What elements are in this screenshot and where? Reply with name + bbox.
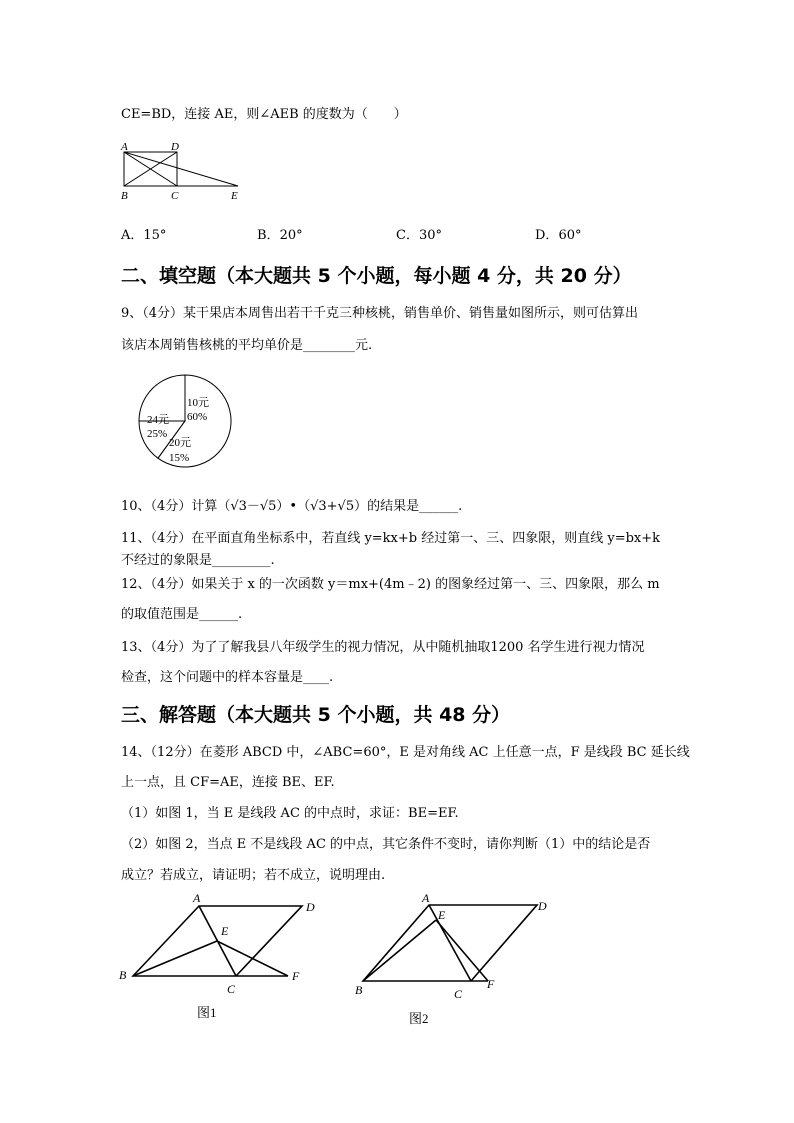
- q10-text: 10、（4分）计算（√3－√5）•（√3+√5）的结果是______.: [121, 499, 463, 514]
- label-e: E: [231, 190, 238, 202]
- fig1-label-f: F: [292, 969, 300, 983]
- pie-label-price-24: 24元: [147, 414, 169, 426]
- diagonal-ac-fig2: [429, 905, 471, 981]
- fig1-caption: 图1: [197, 1005, 217, 1020]
- q13-line-1: 13、（4分）为了了解我县八年级学生的视力情况，从中随机抽取1200 名学生进行视力情况: [121, 640, 645, 655]
- option-letter: A．: [121, 228, 144, 243]
- fig2-label-f: F: [487, 977, 495, 991]
- fig1-label-b: B: [119, 968, 127, 982]
- pie-label-price-10: 10元: [187, 397, 209, 409]
- q14-line-2: 上一点，且 CF=AE，连接 BE、EF.: [121, 775, 335, 790]
- section-3-title: 三、解答题（本大题共 5 个小题，共 48 分）: [121, 704, 511, 726]
- q9-line-2: 该店本周销售核桃的平均单价是________元.: [121, 338, 373, 353]
- label-d: D: [171, 141, 179, 153]
- option-letter: C．: [396, 228, 419, 243]
- q13-line-2: 检查，这个问题中的样本容量是____.: [121, 670, 334, 685]
- q12-line-2: 的取值范围是______.: [121, 607, 243, 622]
- fig2-caption: 图2: [409, 1011, 429, 1026]
- label-a: A: [121, 141, 128, 153]
- section-2-title: 二、填空题（本大题共 5 个小题，每小题 4 分，共 20 分）: [121, 265, 632, 287]
- label-b: B: [121, 190, 128, 202]
- segment-ef-fig2: [436, 920, 488, 981]
- pie-label-pct-15: 15%: [169, 452, 190, 464]
- q14-sub-2-line-2: 成立？若成立，请证明；若不成立，说明理由.: [121, 868, 386, 883]
- fig1-label-c: C: [227, 982, 236, 996]
- fig2-label-b: B: [355, 983, 363, 997]
- q14-line-1: 14、（12分）在菱形 ABCD 中，∠ABC=60°，E 是对角线 AC 上任意一点，F 是线段 BC 延长线: [121, 745, 690, 760]
- option-value: 20°: [279, 228, 303, 243]
- pie-label-pct-60: 60%: [187, 411, 208, 423]
- fig2-label-d: D: [538, 899, 547, 913]
- q14-sub-1: （1）如图 1，当 E 是线段 AC 的中点时，求证：BE=EF.: [121, 806, 459, 821]
- option-value: 60°: [558, 228, 582, 243]
- fig2-label-e: E: [438, 908, 446, 922]
- q8-text: CE=BD，连接 AE，则∠AEB 的度数为（ ）: [121, 107, 407, 122]
- q11-line-2: 不经过的象限是_________.: [121, 553, 275, 568]
- option-letter: B．: [257, 228, 280, 243]
- option-value: 30°: [418, 228, 442, 243]
- fig2-label-a: A: [422, 891, 430, 905]
- option-letter: D．: [535, 228, 559, 243]
- option-value: 15°: [143, 228, 167, 243]
- fig1-label-e: E: [221, 924, 229, 938]
- q11-line-1: 11、（4分）在平面直角坐标系中，若直线 y=kx+b 经过第一、三、四象限，则直线 y=bx+k: [121, 531, 661, 546]
- q9-line-1: 9、（4分）某干果店本周售出若干千克三种核桃，销售单价、销售量如图所示，则可估算出: [121, 306, 639, 321]
- fig1-label-d: D: [306, 900, 315, 914]
- q12-line-1: 12、（4分）如果关于 x 的一次函数 y＝mx+(4m﹣2) 的图象经过第一、三、四象限，那么 m: [121, 577, 660, 592]
- q14-sub-2-line-1: （2）如图 2，当点 E 不是线段 AC 的中点，其它条件不变时，请你判断（1）中的结论是否: [121, 837, 651, 852]
- segment-be-fig2: [363, 920, 436, 981]
- label-c: C: [171, 190, 179, 202]
- pie-label-pct-25: 25%: [147, 428, 168, 440]
- fig2-label-c: C: [454, 987, 463, 1001]
- fig1-label-a: A: [193, 891, 201, 905]
- pie-label-price-20: 20元: [169, 437, 191, 449]
